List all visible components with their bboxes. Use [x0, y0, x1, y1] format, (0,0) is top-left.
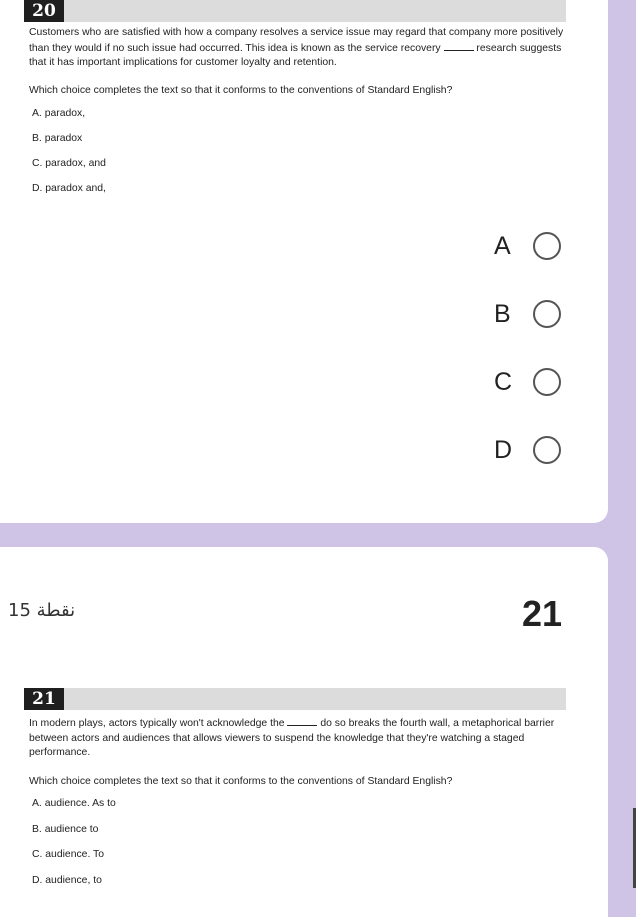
question-header	[24, 688, 566, 710]
question-prompt: Which choice completes the text so that it conforms to the conventions of Standard English?	[29, 776, 453, 787]
next-question-number: 21	[521, 593, 562, 634]
radio-circle-icon[interactable]	[533, 300, 561, 328]
choice-d: D. paradox and,	[32, 183, 106, 194]
answer-option-c[interactable]	[480, 364, 580, 404]
choice-a: A. audience. As to	[32, 798, 116, 809]
passage-text-before: In modern plays, actors typically won't acknowledge the	[29, 718, 285, 729]
answer-letter: A	[494, 232, 511, 260]
passage-blank	[287, 716, 317, 726]
answer-letter: B	[494, 300, 511, 328]
choice-a: A. paradox,	[32, 108, 86, 119]
choice-b: B. paradox	[32, 133, 83, 144]
choice-c: C. audience. To	[32, 849, 105, 860]
question-number: 20	[24, 0, 64, 22]
radio-circle-icon[interactable]	[533, 232, 561, 260]
answer-letter: C	[494, 368, 513, 396]
answer-option-d[interactable]	[480, 432, 580, 472]
answer-option-a[interactable]	[480, 228, 580, 268]
question-number: 21	[24, 688, 64, 710]
answer-letter: D	[494, 436, 513, 464]
question-passage	[29, 26, 569, 71]
passage-text-after: do so breaks the fourth wall, a metaphorical barrier between actors and audiences that allows viewers to suspend the knowledge that they're watching a staged performance.	[29, 718, 555, 759]
choice-d: D. audience, to	[32, 875, 102, 886]
question-21-card	[0, 547, 608, 917]
question-header	[24, 0, 566, 22]
radio-circle-icon[interactable]	[533, 436, 561, 464]
points-label: نقطة 15	[8, 600, 76, 621]
passage-blank	[444, 41, 474, 51]
choice-b: B. audience to	[32, 824, 99, 835]
question-passage	[29, 716, 569, 761]
choice-c: C. paradox, and	[32, 158, 106, 169]
answer-option-b[interactable]	[480, 296, 580, 336]
passage-text-after: research suggests that it has important implications for customer loyalty and retention.	[29, 42, 562, 69]
question-prompt: Which choice completes the text so that it conforms to the conventions of Standard English?	[29, 85, 453, 96]
radio-circle-icon[interactable]	[533, 368, 561, 396]
passage-text-before: Customers who are satisfied with how a company resolves a service issue may regard that company more positively than they would if no such issue had occurred. This idea is known as the service recovery	[29, 27, 564, 54]
